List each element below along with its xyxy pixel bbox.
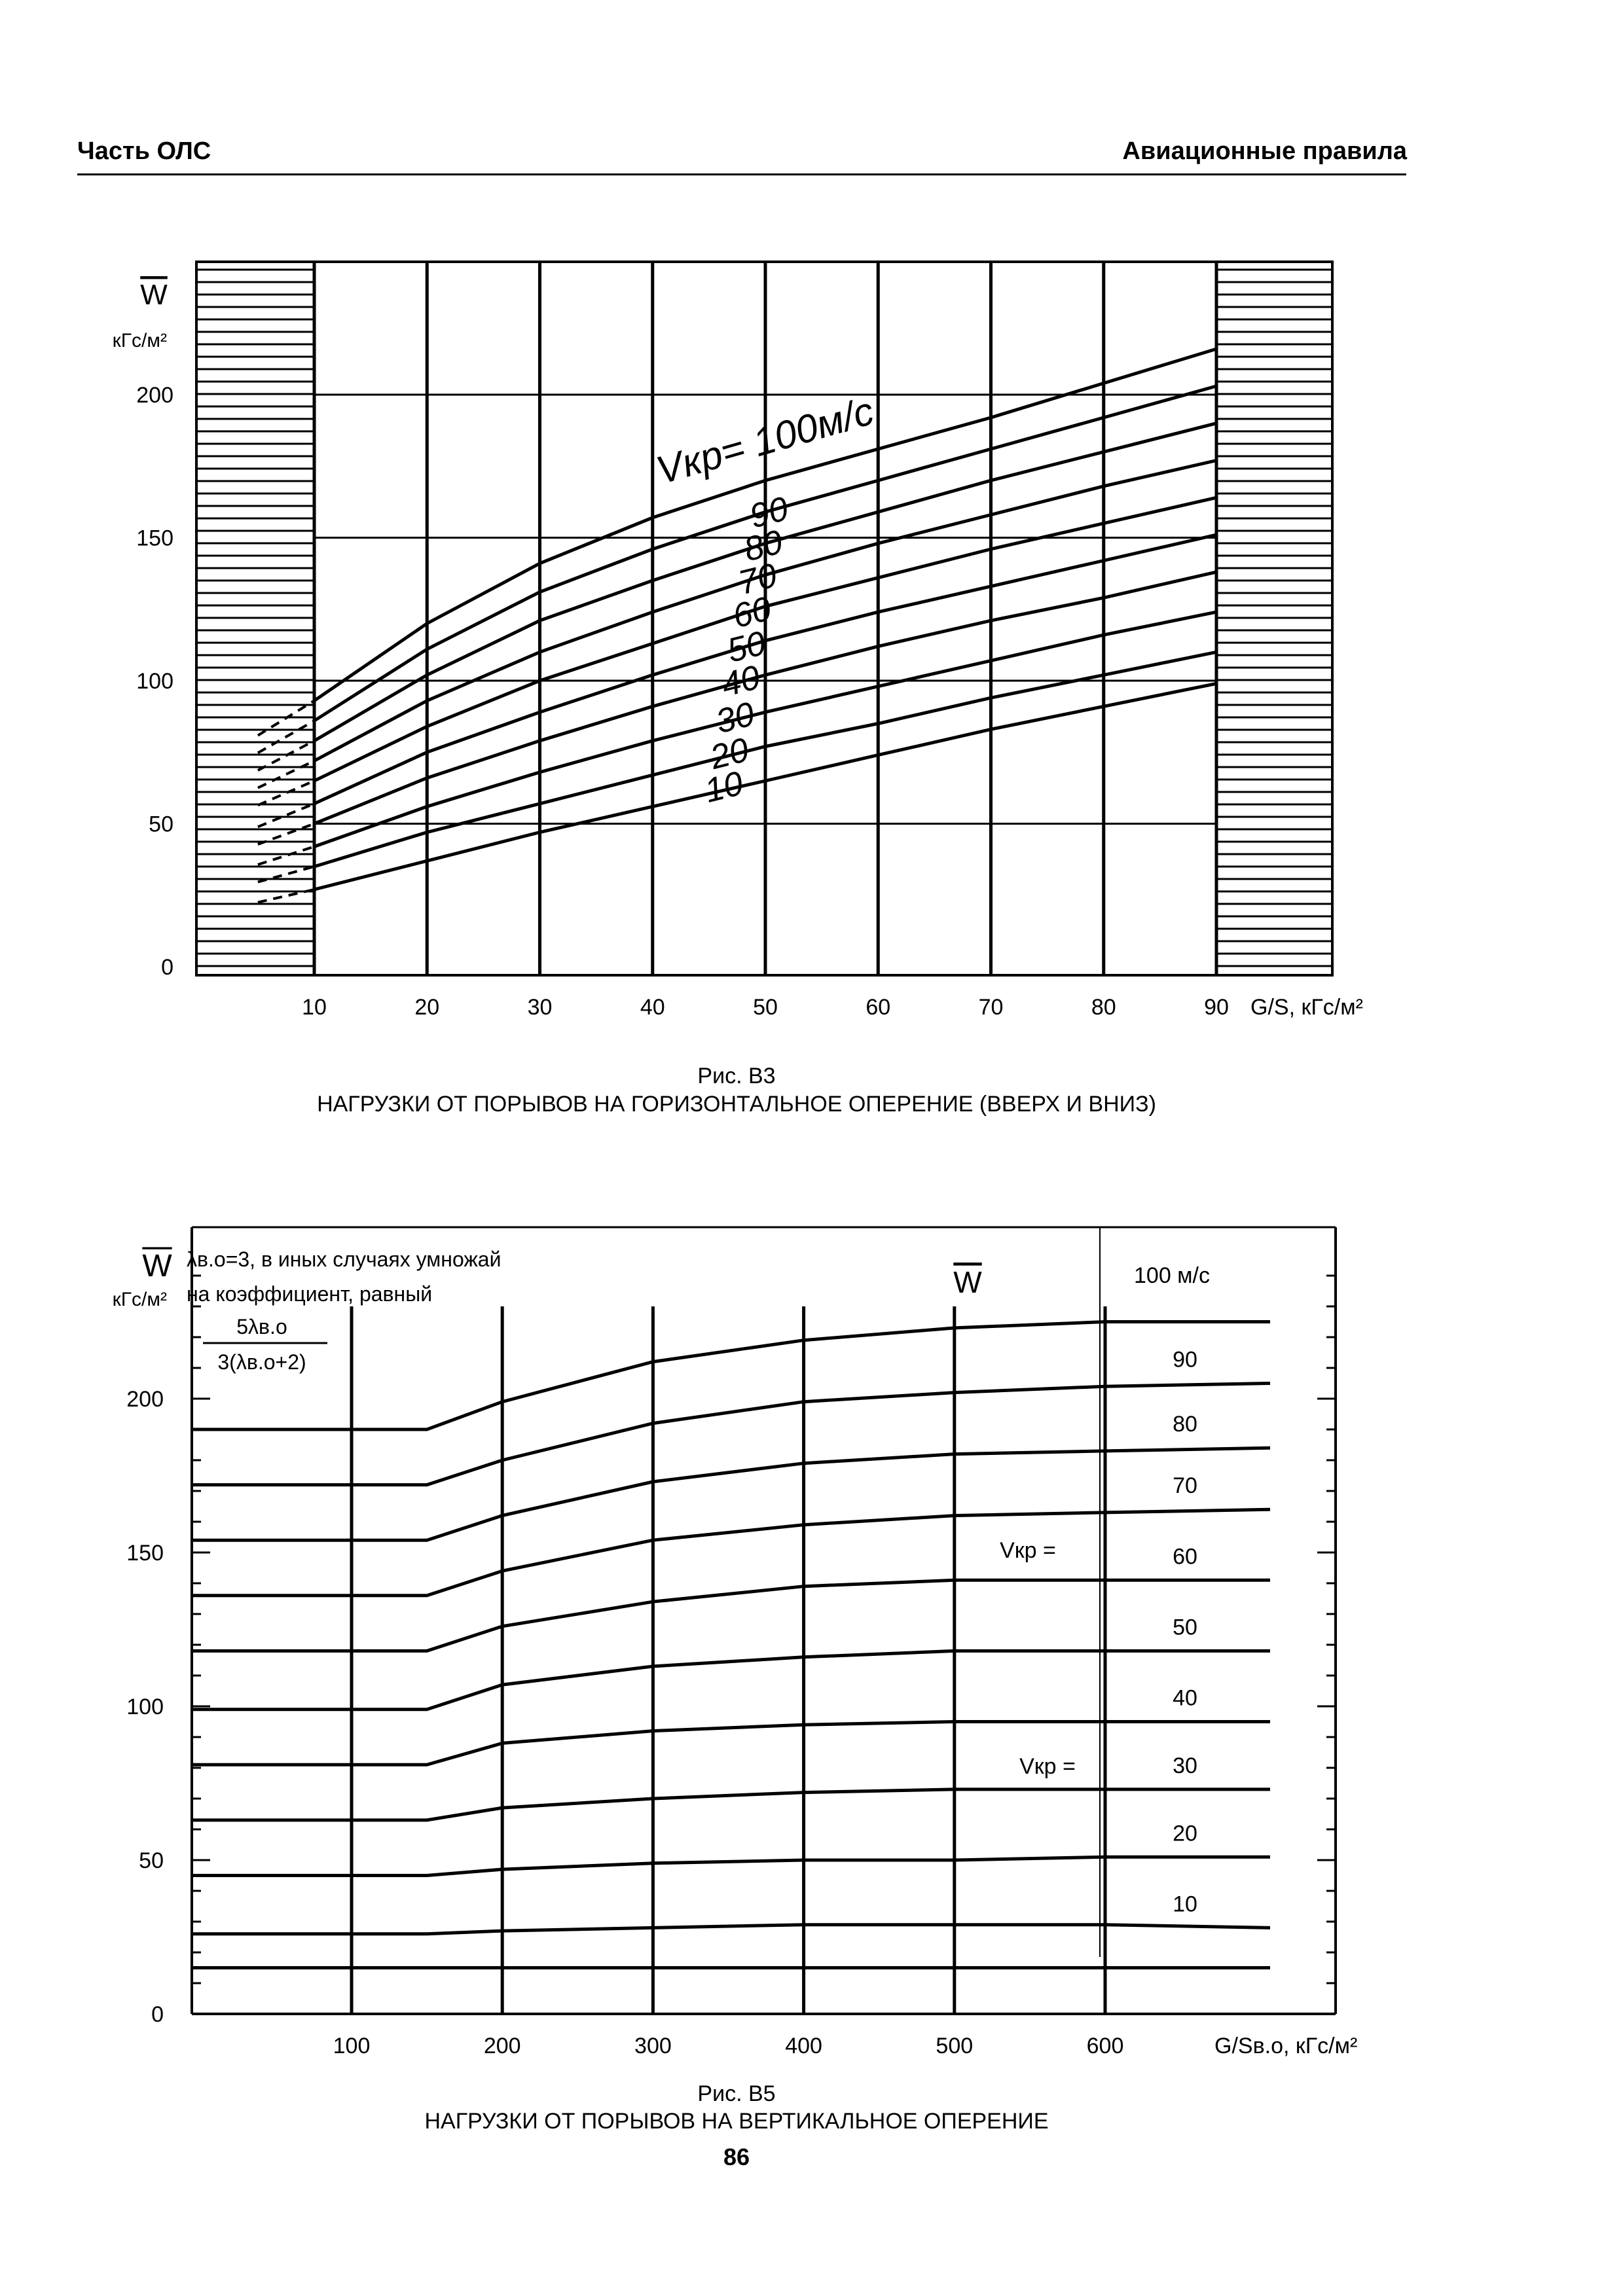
figure-b3-title: НАГРУЗКИ ОТ ПОРЫВОВ НА ГОРИЗОНТАЛЬНОЕ ОПЕРЕНИЕ (ВВЕРХ И ВНИЗ) xyxy=(317,1092,1156,1117)
chart-b5-legend-value-30: 30 xyxy=(1173,1753,1197,1778)
chart-b5-legend-value-40: 40 xyxy=(1173,1685,1197,1711)
chart-b3-x-tick: 80 xyxy=(1091,995,1116,1020)
header-right: Авиационные правила xyxy=(1122,137,1407,165)
chart-b5-vkp-label-2: Vкр = xyxy=(1019,1754,1076,1779)
chart-b3-x-tick: 10 xyxy=(302,995,327,1020)
chart-b5-series-10 xyxy=(192,1925,1270,1934)
chart-b3-y-tick: 50 xyxy=(149,812,173,837)
chart-b5-x-tick: 400 xyxy=(785,2034,822,2058)
chart-b5-y-tick: 150 xyxy=(126,1541,164,1566)
chart-b3-y-symbol: W xyxy=(140,279,168,311)
chart-b3-x-tick: 50 xyxy=(753,995,778,1020)
figure-b3-number: Рис. В3 xyxy=(697,1064,776,1088)
chart-b3-x-tick: 60 xyxy=(866,995,891,1020)
chart-b5-y-tick: 100 xyxy=(126,1695,164,1719)
chart-b5-legend-value-20: 20 xyxy=(1173,1821,1197,1846)
chart-b3-curve-label: Vкр= 100м/с xyxy=(651,389,879,493)
chart-b3-x-tick: 90 xyxy=(1204,995,1229,1020)
chart-b5-labels xyxy=(113,1247,1358,2058)
chart-b5-x-tick: 600 xyxy=(1086,2034,1124,2058)
chart-b3-x-tick: 70 xyxy=(978,995,1004,1020)
chart-b5-series xyxy=(192,1322,1270,1968)
header-left: Часть ОЛС xyxy=(77,137,211,165)
chart-b5-legend-value-60: 60 xyxy=(1173,1544,1197,1570)
chart-b3-x-tick: 20 xyxy=(414,995,440,1020)
chart-b3-x-tick: 30 xyxy=(527,995,553,1020)
chart-b3-y-unit: кГс/м² xyxy=(112,330,167,351)
page-number: 86 xyxy=(723,2144,750,2170)
chart-b5-y-unit: кГс/м² xyxy=(112,1289,167,1310)
chart-b5-y-tick: 50 xyxy=(139,1848,164,1873)
chart-b5-formula-numerator: 5λв.о xyxy=(236,1315,287,1338)
chart-b3-curve-label-40: 40 xyxy=(718,658,764,705)
chart-b3-curve-label-20: 20 xyxy=(706,730,753,777)
chart-b5-note-line-1: λв.о=3, в иных случаях умножай xyxy=(187,1247,501,1271)
chart-b3-curve-label-10: 10 xyxy=(701,764,747,810)
chart-b3-curve-label-60: 60 xyxy=(729,589,775,636)
figure-b5-number: Рис. В5 xyxy=(697,2081,776,2106)
chart-b3-y-tick: 200 xyxy=(136,383,173,408)
chart-b5-note-line-2: на коэффициент, равный xyxy=(187,1282,433,1306)
chart-b5-y-symbol: W xyxy=(142,1249,172,1283)
chart-b5-series-30 xyxy=(192,1789,1270,1820)
chart-b5-series-50 xyxy=(192,1651,1270,1709)
chart-b3-x-tick: 40 xyxy=(640,995,665,1020)
figure-b5-title: НАГРУЗКИ ОТ ПОРЫВОВ НА ВЕРТИКАЛЬНОЕ ОПЕРЕНИЕ xyxy=(424,2109,1049,2134)
chart-b5-series-40 xyxy=(192,1722,1270,1765)
chart-b5-formula-denominator: 3(λв.о+2) xyxy=(217,1350,306,1374)
chart-b5-legend-value-70: 70 xyxy=(1173,1473,1197,1499)
chart-b5-series-90 xyxy=(192,1384,1270,1485)
chart-b5-legend-value-90: 90 xyxy=(1173,1347,1197,1372)
chart-b5-legend-symbol: W xyxy=(953,1265,982,1299)
chart-b5-legend-header: 100 м/с xyxy=(1134,1263,1210,1288)
chart-b3-curve-label-50: 50 xyxy=(723,624,770,670)
chart-b5-vkp-label: Vкр = xyxy=(1000,1538,1056,1563)
chart-b5-y-tick: 0 xyxy=(151,2002,164,2027)
chart-b5-x-tick: 500 xyxy=(936,2034,974,2058)
chart-b3-y-tick: 150 xyxy=(136,526,173,551)
chart-b5-y-tick: 200 xyxy=(126,1387,164,1412)
chart-b5-x-label: G/Sв.о, кГс/м² xyxy=(1214,2034,1358,2058)
chart-b3-y-tick: 0 xyxy=(161,955,173,980)
chart-b3-curve-label-70: 70 xyxy=(735,556,781,603)
chart-b5-legend-value-10: 10 xyxy=(1173,1892,1197,1917)
chart-b5-x-tick: 200 xyxy=(483,2034,521,2058)
chart-b5-series-70 xyxy=(192,1509,1270,1596)
chart-b3-curve-label-30: 30 xyxy=(712,694,758,742)
chart-b3-y-tick: 100 xyxy=(136,669,173,694)
chart-b5-legend-value-80: 80 xyxy=(1173,1412,1197,1437)
chart-b5-series-20 xyxy=(192,1857,1270,1875)
chart-b5-series-60 xyxy=(192,1580,1270,1651)
chart-b5-series-80 xyxy=(192,1448,1270,1540)
chart-b3-x-label: G/S, кГс/м² xyxy=(1250,995,1363,1020)
chart-b5-x-tick: 100 xyxy=(333,2034,371,2058)
chart-b3-curve-label-80: 80 xyxy=(740,523,786,569)
chart-b5-x-tick: 300 xyxy=(634,2034,672,2058)
chart-b3-curve-label-90: 90 xyxy=(746,490,792,536)
chart-b5-legend-value-50: 50 xyxy=(1173,1615,1197,1640)
